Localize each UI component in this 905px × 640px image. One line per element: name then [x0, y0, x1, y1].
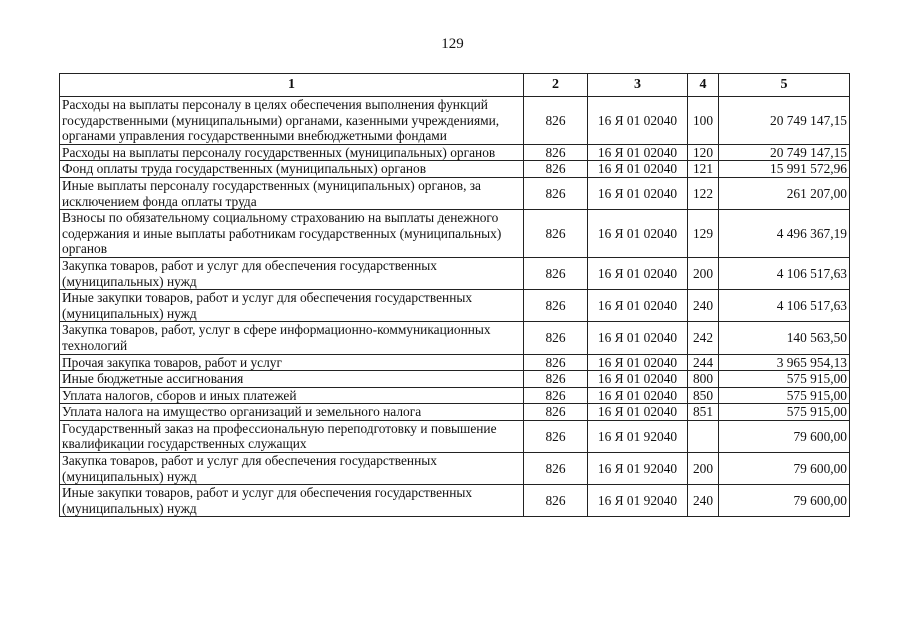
row-description: Иные выплаты персоналу государственных (муниципальных) органов, за исключением фонда оплаты труда — [60, 177, 524, 209]
row-amount: 79 600,00 — [719, 453, 850, 485]
table-row — [60, 257, 850, 289]
row-description: Фонд оплаты труда государственных (муниципальных) органов — [60, 161, 524, 178]
row-expense-type: 200 — [688, 453, 719, 485]
row-target-code: 16 Я 01 02040 — [588, 290, 688, 322]
row-target-code: 16 Я 01 02040 — [588, 257, 688, 289]
row-amount: 4 106 517,63 — [719, 290, 850, 322]
row-target-code: 16 Я 01 92040 — [588, 453, 688, 485]
row-target-code: 16 Я 01 92040 — [588, 420, 688, 452]
row-amount: 140 563,50 — [719, 322, 850, 354]
table-row — [60, 371, 850, 388]
row-dept-code: 826 — [524, 257, 588, 289]
row-amount: 79 600,00 — [719, 485, 850, 517]
table-row — [60, 210, 850, 258]
row-target-code: 16 Я 01 02040 — [588, 404, 688, 421]
row-target-code: 16 Я 01 02040 — [588, 144, 688, 161]
row-description: Взносы по обязательному социальному страхованию на выплаты денежного содержания и иные выплаты работникам государственных (муниципальных) органов — [60, 210, 524, 258]
row-dept-code: 826 — [524, 210, 588, 258]
row-expense-type: 240 — [688, 485, 719, 517]
row-expense-type: 850 — [688, 387, 719, 404]
row-amount: 575 915,00 — [719, 404, 850, 421]
table-row — [60, 322, 850, 354]
row-dept-code: 826 — [524, 354, 588, 371]
row-target-code: 16 Я 01 02040 — [588, 371, 688, 388]
row-dept-code: 826 — [524, 420, 588, 452]
row-expense-type: 200 — [688, 257, 719, 289]
table-row — [60, 144, 850, 161]
row-target-code: 16 Я 01 02040 — [588, 387, 688, 404]
row-description: Государственный заказ на профессиональную переподготовку и повышение квалификации государственных служащих — [60, 420, 524, 452]
table-row — [60, 453, 850, 485]
row-expense-type: 240 — [688, 290, 719, 322]
row-description: Закупка товаров, работ и услуг для обеспечения государственных (муниципальных) нужд — [60, 257, 524, 289]
table-row — [60, 420, 850, 452]
row-dept-code: 826 — [524, 161, 588, 178]
row-dept-code: 826 — [524, 322, 588, 354]
row-target-code: 16 Я 01 02040 — [588, 97, 688, 145]
row-target-code: 16 Я 01 02040 — [588, 210, 688, 258]
row-expense-type: 129 — [688, 210, 719, 258]
table-row — [60, 387, 850, 404]
row-expense-type: 800 — [688, 371, 719, 388]
row-amount: 575 915,00 — [719, 387, 850, 404]
row-amount: 79 600,00 — [719, 420, 850, 452]
row-dept-code: 826 — [524, 371, 588, 388]
row-amount: 20 749 147,15 — [719, 144, 850, 161]
row-expense-type: 122 — [688, 177, 719, 209]
row-target-code: 16 Я 01 02040 — [588, 177, 688, 209]
row-amount: 20 749 147,15 — [719, 97, 850, 145]
table-row — [60, 485, 850, 517]
row-amount: 261 207,00 — [719, 177, 850, 209]
header-col-1: 1 — [60, 74, 524, 97]
row-description: Закупка товаров, работ, услуг в сфере информационно-коммуникационных технологий — [60, 322, 524, 354]
table-row — [60, 177, 850, 209]
row-expense-type: 121 — [688, 161, 719, 178]
header-col-2: 2 — [524, 74, 588, 97]
row-expense-type: 851 — [688, 404, 719, 421]
row-dept-code: 826 — [524, 387, 588, 404]
row-amount: 3 965 954,13 — [719, 354, 850, 371]
row-dept-code: 826 — [524, 485, 588, 517]
row-dept-code: 826 — [524, 97, 588, 145]
row-amount: 15 991 572,96 — [719, 161, 850, 178]
header-col-4: 4 — [688, 74, 719, 97]
page-number: 129 — [441, 36, 464, 52]
row-expense-type: 100 — [688, 97, 719, 145]
row-dept-code: 826 — [524, 290, 588, 322]
row-description: Прочая закупка товаров, работ и услуг — [60, 354, 524, 371]
table-row — [60, 161, 850, 178]
row-expense-type — [688, 420, 719, 452]
row-target-code: 16 Я 01 02040 — [588, 322, 688, 354]
row-description: Иные закупки товаров, работ и услуг для обеспечения государственных (муниципальных) нужд — [60, 485, 524, 517]
row-expense-type: 120 — [688, 144, 719, 161]
row-target-code: 16 Я 01 92040 — [588, 485, 688, 517]
row-dept-code: 826 — [524, 453, 588, 485]
header-col-3: 3 — [588, 74, 688, 97]
budget-table — [59, 73, 850, 517]
row-target-code: 16 Я 01 02040 — [588, 354, 688, 371]
row-description: Расходы на выплаты персоналу в целях обеспечения выполнения функций государственными (муниципальными) органами, казенными учреждениями, органами управления государственными внебюджетными фондами — [60, 97, 524, 145]
row-description: Иные бюджетные ассигнования — [60, 371, 524, 388]
row-description: Расходы на выплаты персоналу государственных (муниципальных) органов — [60, 144, 524, 161]
row-dept-code: 826 — [524, 144, 588, 161]
row-target-code: 16 Я 01 02040 — [588, 161, 688, 178]
table-row — [60, 354, 850, 371]
table-row — [60, 404, 850, 421]
row-expense-type: 244 — [688, 354, 719, 371]
row-description: Закупка товаров, работ и услуг для обеспечения государственных (муниципальных) нужд — [60, 453, 524, 485]
table-header-row — [60, 74, 850, 97]
row-amount: 575 915,00 — [719, 371, 850, 388]
row-description: Иные закупки товаров, работ и услуг для обеспечения государственных (муниципальных) нужд — [60, 290, 524, 322]
row-description: Уплата налогов, сборов и иных платежей — [60, 387, 524, 404]
row-dept-code: 826 — [524, 404, 588, 421]
row-amount: 4 496 367,19 — [719, 210, 850, 258]
table-row — [60, 290, 850, 322]
row-dept-code: 826 — [524, 177, 588, 209]
row-expense-type: 242 — [688, 322, 719, 354]
row-amount: 4 106 517,63 — [719, 257, 850, 289]
row-description: Уплата налога на имущество организаций и земельного налога — [60, 404, 524, 421]
table-row — [60, 97, 850, 145]
header-col-5: 5 — [719, 74, 850, 97]
